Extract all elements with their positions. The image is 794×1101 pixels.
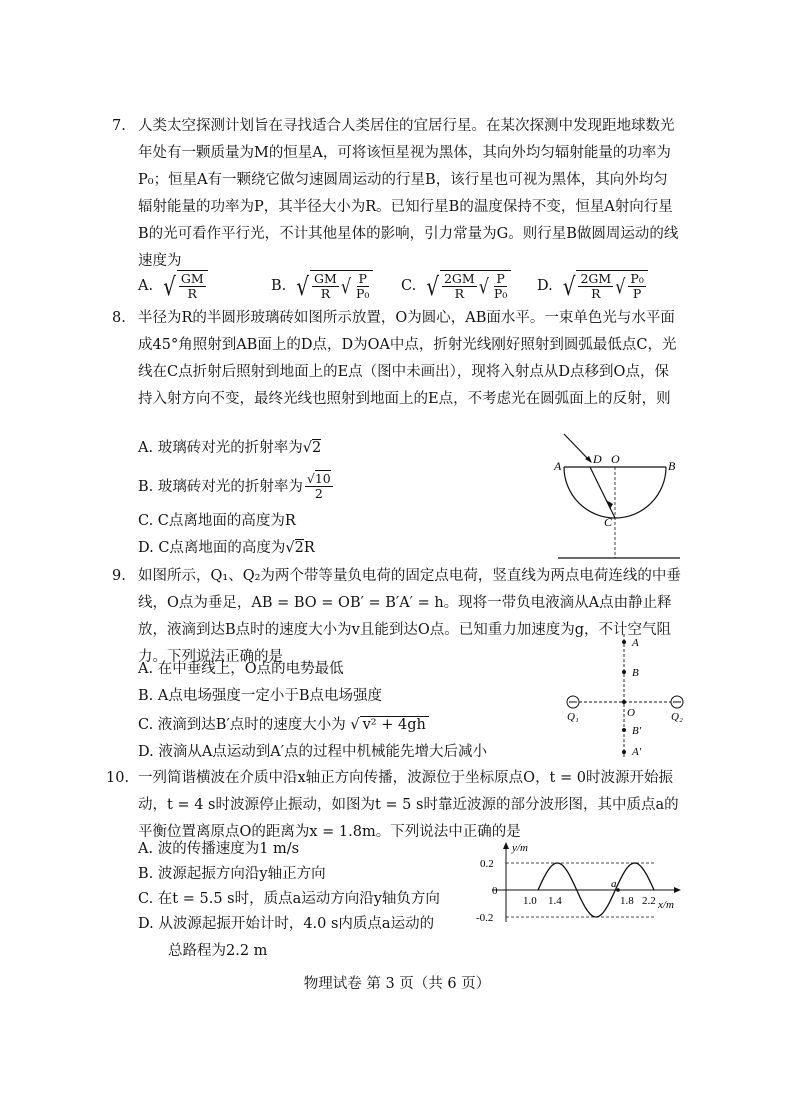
x-tick: 1.0 (523, 895, 537, 907)
q9-option-c: C. 液滴到达B′点时的速度大小为 √ v² + 4gh (138, 714, 429, 736)
q9-option-d: D. 液滴从A点运动到A′点的过程中机械能先增大后减小 (138, 744, 488, 760)
page-footer: 物理试卷 第 3 页（共 6 页） (303, 976, 491, 992)
question-number: 9. (112, 568, 126, 584)
point-a (616, 888, 620, 892)
question-number: 10. (106, 770, 130, 786)
q9-option-b: B. A点电场强度一定小于B点电场强度 (138, 688, 382, 704)
point-a (622, 640, 626, 644)
question-stem: 半径为R的半圆形玻璃砖如图所示放置，O为圆心，AB面水平。一束单色光与水平面成45°角照射到AB面上的D点，D为OA中点，折射光线刚好照射到圆弧最低点C，光线在C点折射后照射到地面上的E点（图中未画出），现将入射点从D点移到O点，保持入射方向不变，最终光线也照射到地面上的E点，不考虑光在圆弧面上的反射，则 (138, 310, 677, 407)
q8-figure (552, 430, 684, 562)
arrow-icon (674, 887, 681, 893)
q10-option-b: B. 波源起振方向沿y轴正方向 (138, 866, 326, 882)
q10-option-d-cont: 总路程为2.2 m (168, 943, 268, 959)
q10-wave-figure (462, 840, 684, 930)
q10-option-d: D. 从波源起振开始计时，4.0 s内质点a运动的 (138, 916, 435, 932)
q7-option-d: D. √ $\frac{2GM}{R}$ √ $\frac{\text{P₀}}{P}$ (537, 270, 648, 301)
y-tick-zero: 0 (492, 885, 498, 897)
q10-option-c: C. 在t = 5.5 s时，质点a运动方向沿y轴负方向 (138, 891, 440, 907)
question-8 (112, 305, 682, 413)
x-tick: 2.2 (642, 895, 656, 907)
point-o (622, 700, 626, 704)
label-o: O (627, 707, 635, 719)
q7-option-a: A. √ $\frac{GM}{R}$ (138, 270, 271, 301)
q9-figure (560, 630, 690, 762)
question-stem: 如图所示，Q₁、Q₂为两个带等量负电荷的固定点电荷，竖直线为两点电荷连线的中垂线，O点为垂足，AB = BO = OB′ = B′A′ = h。现将一带负电液滴从A点由静止释放，液滴到达B点时的速度大小为v且能到达O点。已知重力加速度为g，不计空气阻力。下列说法正确的是 (138, 568, 681, 665)
incident-ray (564, 434, 590, 461)
label-a: A (554, 459, 562, 473)
q8-option-c: C. C点离地面的高度为R (138, 513, 296, 529)
point-b (622, 670, 626, 674)
x-tick: 1.4 (548, 895, 562, 907)
label-b: B (668, 459, 676, 473)
question-7 (112, 113, 682, 275)
question-number: 7. (112, 118, 126, 134)
y-tick-top: 0.2 (480, 858, 494, 870)
arrow-icon (503, 842, 509, 849)
q8-option-d: D. C点离地面的高度为√2R (138, 540, 315, 556)
point-b-prime (622, 728, 626, 732)
refracted-ray (590, 467, 615, 518)
label-a-prime: A′ (632, 746, 642, 758)
label-o: O (611, 452, 620, 466)
q8-option-a: A. 玻璃砖对光的折射率为√2 (138, 440, 322, 456)
q10-option-a: A. 波的传播速度为1 m/s (138, 841, 300, 857)
q8-option-b: B. 玻璃砖对光的折射率为 $\frac{√10}{2}$ (138, 471, 331, 501)
label-q2: Q₂ (671, 711, 683, 723)
label-a: A (632, 637, 639, 649)
question-stem: 一列简谐横波在介质中沿x轴正方向传播，波源位于坐标原点O，t = 0时波源开始振动，t = 4 s时波源停止振动，如图为t = 5 s时靠近波源的部分波形图，其中质点a的平衡位置离原点O的距离为x = 1.8m。下列说法中正确的是 (138, 770, 679, 840)
q7-options (138, 270, 698, 301)
point-a-prime (622, 750, 626, 754)
question-stem: 人类太空探测计划旨在寻找适合人类居住的宜居行星。在某次探测中发现距地球数光年处有一颗质量为M的恒星A，可将该恒星视为黑体，其向外均匀辐射能量的功率为P₀；恒星A有一颗绕它做匀速圆周运动的行星B，该行星也可视为黑体，其向外均匀辐射能量的功率为P，其半径大小为R。已知行星B的温度保持不变，恒星A射向行星B的光可看作平行光，不计其他星体的影响，引力常量为G。则行星B做圆周运动的线速度为 (138, 118, 679, 269)
y-tick-bottom: -0.2 (476, 912, 494, 924)
q7-option-c: C. √ $\frac{2GM}{R}$ √ $\frac{P}{\text{P₀}}$ (401, 270, 537, 301)
label-a: a (611, 878, 617, 890)
label-b-prime: B′ (632, 725, 642, 737)
question-10 (106, 765, 682, 846)
x-axis-label: x/m (658, 899, 674, 911)
label-q1: Q₁ (567, 711, 579, 723)
label-b: B (632, 667, 639, 679)
q9-option-a: A. 在中垂线上，O点的电势最低 (138, 661, 344, 677)
q7-option-b: B. √ $\frac{GM}{R}$ √ $\frac{P}{\text{P₀}}$ (271, 270, 401, 301)
arrow-icon (606, 500, 613, 509)
label-c: C (604, 515, 613, 529)
x-tick: 1.8 (620, 895, 634, 907)
label-d: D (593, 452, 602, 466)
question-number: 8. (112, 310, 126, 326)
y-axis-label: y/m (512, 842, 528, 854)
